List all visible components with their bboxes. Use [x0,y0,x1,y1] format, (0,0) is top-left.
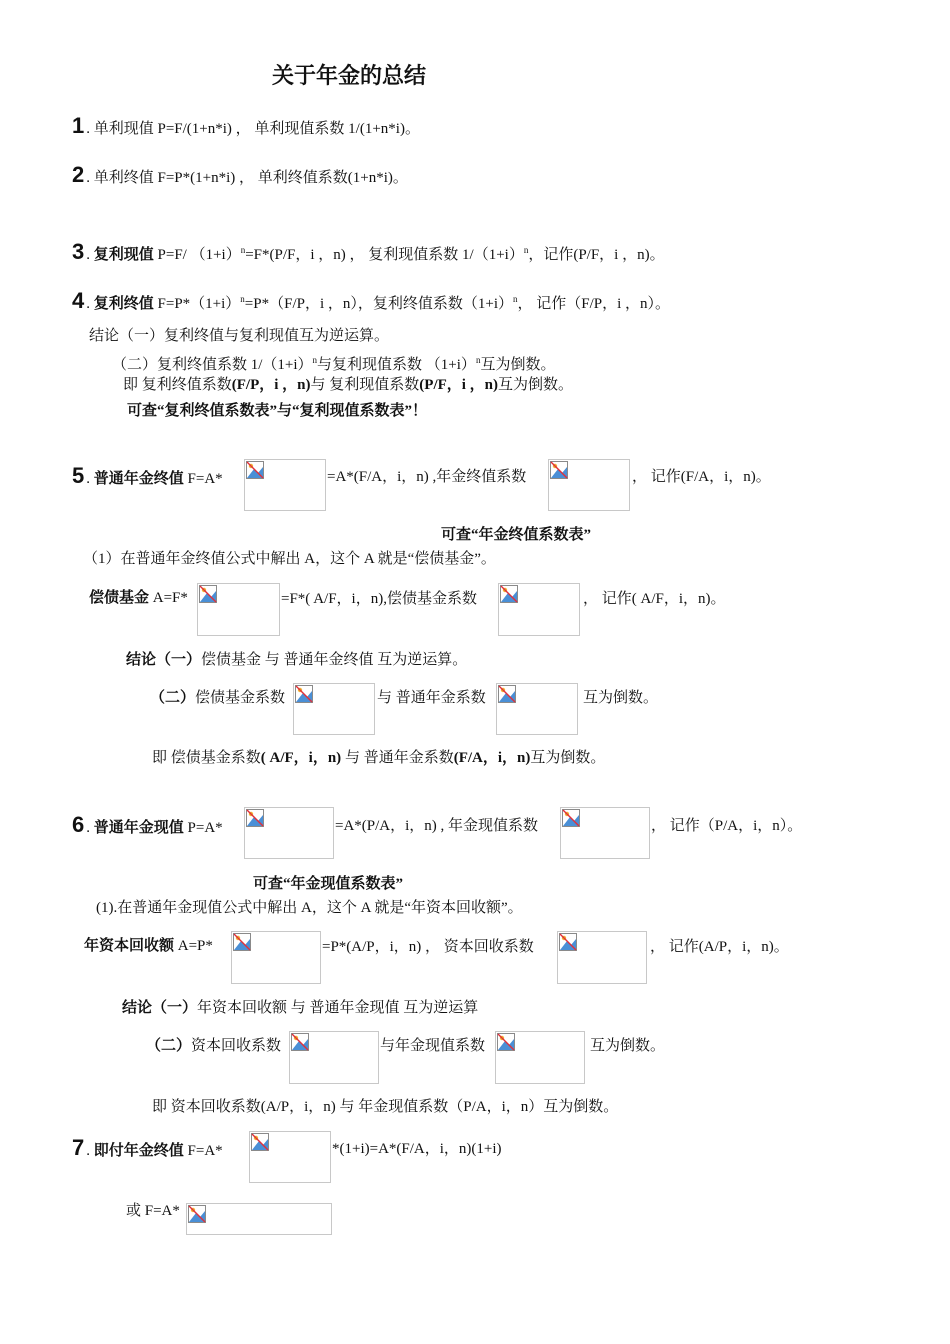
broken-image-icon [291,1033,309,1051]
exponent: n [240,245,246,255]
broken-image-icon [246,809,264,827]
broken-image-icon [497,1033,515,1051]
conclusion-label: 结论（一） [122,1000,198,1016]
exponent: n [523,245,529,255]
section-label: 普通年金现值 [93,820,184,836]
formula-image [293,683,375,735]
broken-image-icon [559,933,577,951]
conclusion-1: 结论（一）复利终值与复利现值互为逆运算。 [89,328,390,344]
section-number: 5 [72,463,85,488]
formula-image [548,459,630,511]
broken-image-icon [498,685,516,703]
formula-image [244,807,334,859]
lookup-note: 可查“年金现值系数表” [253,876,404,892]
broken-image-icon [550,461,568,479]
formula-part: ， 记作（P/A，i，n）。 [651,818,803,834]
conclusion-text: 偿债基金系数 [195,690,286,706]
recovery-conclusion-1 [122,998,478,1018]
alt-formula: 或 F=A* [126,1203,180,1219]
conclusion-text: 与 普通年金系数 [377,690,486,706]
section-label: 复利现值 [93,247,154,263]
term-label: 年资本回收额 [84,938,175,954]
conclusion-text: 年资本回收额 与 普通年金现值 互为逆运算 [197,1000,479,1016]
section-4 [72,289,670,314]
exponent: n [475,355,481,365]
section-3 [72,240,665,265]
notation: (F/A，i，n) [453,750,531,766]
formula-part: =A*(F/A，i，n) ,年金终值系数 [327,469,527,485]
section-2 [72,162,408,188]
section-number: 6 [72,812,85,837]
notation: ( A/F，i，n) [260,750,342,766]
section-6 [72,812,223,838]
conclusion-text: （二）复利终值系数 1/（1+i） [112,357,313,373]
formula-image [186,1203,332,1235]
broken-image-icon [188,1205,206,1223]
formula-part: F=A* [183,471,223,487]
section-1 [72,113,420,139]
section-label: 即付年金终值 [93,1143,184,1159]
broken-image-icon [251,1133,269,1151]
conclusion-text: 与复利现值系数 （1+i） [317,357,476,373]
formula-part: ， 记作(A/P，i，n)。 [650,939,789,955]
formula-part: *(1+i)=A*(F/A，i，n)(1+i) [332,1141,502,1157]
section-dot: . [86,296,94,312]
section-number: 7 [72,1135,85,1160]
formula-image [557,931,647,984]
sinking-conclusion-2 [150,688,285,708]
formula-image [560,807,650,859]
formula-image [289,1031,379,1084]
conclusion-text: 资本回收系数 [191,1038,282,1054]
section-dot: . [86,820,94,836]
conclusion-text: 与年金现值系数 [380,1038,486,1054]
section-label: 普通年金终值 [93,471,184,487]
conclusion-text: 即 复利终值系数 [123,377,232,393]
formula-part: P=A* [183,820,223,836]
section-text: . 单利现值 P=F/(1+n*i) ， 单利现值系数 1/(1+n*i)。 [86,121,420,137]
section-7 [72,1135,223,1161]
section-number: 3 [72,239,85,264]
exponent: n [513,294,518,304]
conclusion-3 [123,375,573,395]
formula-part: ， 记作（F/P，i ，n）。 [517,296,671,312]
formula-part: A=F* [149,590,188,606]
section-text: . 单利终值 F=P*(1+n*i) ， 单利终值系数(1+n*i)。 [86,170,408,186]
broken-image-icon [562,809,580,827]
section-number: 4 [72,288,85,313]
formula-part: F=A* [183,1143,223,1159]
conclusion-text: 互为倒数。 [480,357,556,373]
conclusion-text: 互为倒数。 [590,1038,666,1054]
section-dot: . [86,471,94,487]
notation: (P/F，i ，n) [419,377,499,393]
conclusion-label: 结论（一） [126,652,202,668]
formula-part: =F*( A/F，i，n),偿债基金系数 [281,591,477,607]
formula-image [197,583,280,636]
recovery-conclusion-3: 即 资本回收系数(A/P，i，n) 与 年金现值系数（P/A，i，n）互为倒数。 [152,1099,619,1115]
formula-image [231,931,321,984]
broken-image-icon [199,585,217,603]
formula-part: =P*（F/P，i ，n），复利终值系数（1+i） [244,296,513,312]
formula-part: =A*(P/A，i，n) , 年金现值系数 [335,818,539,834]
formula-part: A=P* [174,938,213,954]
exponent: n [240,294,245,304]
section-dot: . [86,1143,94,1159]
section-label: 复利终值 [93,296,154,312]
broken-image-icon [233,933,251,951]
formula-part: ， 记作(F/A，i，n)。 [632,469,771,485]
broken-image-icon [295,685,313,703]
note: (1).在普通年金现值公式中解出 A，这个 A 就是“年资本回收额”。 [96,900,523,916]
capital-recovery-line [84,936,213,956]
formula-image [249,1131,331,1183]
section-number: 1 [72,113,85,138]
section-dot: . [86,247,94,263]
lookup-note: 可查“复利终值系数表”与“复利现值系数表”！ [127,403,428,419]
conclusion-label: （二） [150,690,196,706]
formula-part: ，记作(P/F，i ，n)。 [528,247,665,263]
conclusion-text: 互为倒数。 [498,377,574,393]
sinking-conclusion-3 [152,748,605,768]
page-title: 关于年金的总结 [272,63,427,88]
formula-image [495,1031,585,1084]
section-number: 2 [72,162,85,187]
formula-part: =P*(A/P，i，n) ， 资本回收系数 [322,939,534,955]
sinking-conclusion-1 [126,650,467,670]
exponent: n [312,355,318,365]
formula-image [496,683,578,735]
conclusion-text: 与 复利现值系数 [310,377,420,393]
formula-part: P=F/ （1+i） [153,247,241,263]
conclusion-text: 互为倒数。 [530,750,606,766]
note: （1）在普通年金终值公式中解出 A，这个 A 就是“偿债基金”。 [83,551,496,567]
broken-image-icon [500,585,518,603]
formula-image [244,459,326,511]
conclusion-text: 即 偿债基金系数 [152,750,261,766]
conclusion-2 [112,350,555,375]
formula-part: F=P*（1+i） [153,296,241,312]
formula-part: ， 记作( A/F，i，n)。 [583,591,726,607]
sinking-fund-line [89,588,188,608]
term-label: 偿债基金 [89,590,150,606]
conclusion-label: （二） [146,1038,192,1054]
broken-image-icon [246,461,264,479]
recovery-conclusion-2 [146,1036,281,1056]
notation: (F/P，i ，n) [231,377,311,393]
conclusion-text: 偿债基金 与 普通年金终值 互为逆运算。 [201,652,468,668]
formula-image [498,583,580,636]
section-5 [72,463,223,489]
formula-part: =F*(P/F，i ，n) ， 复利现值系数 1/（1+i） [245,247,524,263]
conclusion-text: 互为倒数。 [583,690,659,706]
lookup-note: 可查“年金终值系数表” [441,527,592,543]
conclusion-text: 与 普通年金系数 [341,750,454,766]
